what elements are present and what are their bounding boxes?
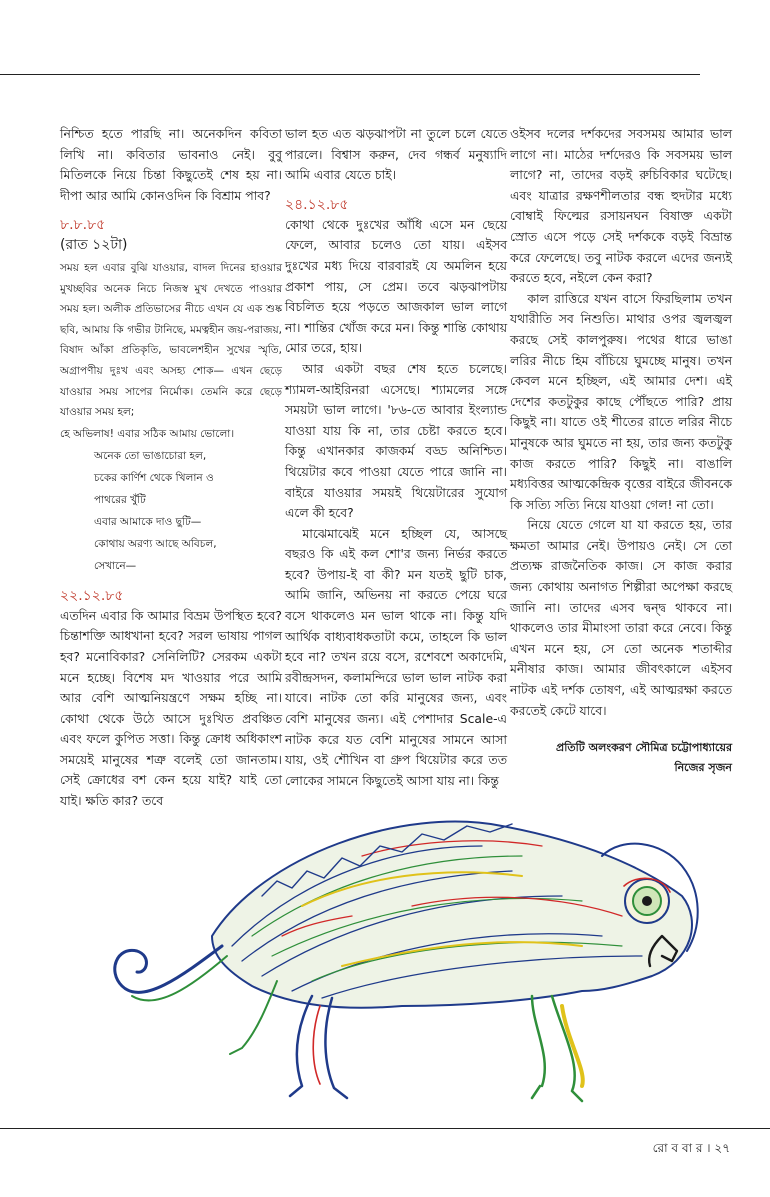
credit-line-2: নিজের সৃজন [674,761,732,774]
bottom-rule [0,1128,770,1129]
poem-line: হে অভিলাষ! এবার সঠিক আমায় ভোলো। [60,427,235,440]
chameleon-sketch-icon [62,786,712,1116]
poem-line: অনেক তো ভাঙাচোরা হল, [94,449,207,462]
back-leg-red [313,1006,320,1084]
col2-paragraph-2: কোথা থেকে দুঃখের আঁধি এসে মন ছেয়ে ফেলে, আবার চলেও তো যায়। এইসব দুঃখের মধ্য দিয়ে বারবারই যে অমলিন হয়ে প্রকাশ পায়, সে প্রেম। তবে ঝড়ঝাপটায় বিচলিত হয়ে পড়তে আজকাল ভাল লাগে না। শান্তির খোঁজ করে মন। কিন্তু শান্তি কোথায় মোর তরে, হায়। [285,216,507,356]
col1-paragraph-3: এতদিন এবার কি আমার বিভ্রম উপস্থিত হবে? চিন্তাশক্তি আধখানা হবে? সরল ভাষায় পাগল হব? মনোবিকার? সেনিলিটি? সেরকম একটা মনে হচ্ছে। বিশেষ মদ খাওয়ার পরে আমি আর বেশি আত্মনিয়ন্ত্রণে সক্ষম হচ্ছি না। কোথা থেকে উঠে আসে দুঃখিত প্রবঞ্চিত এবং ফলে কুপিত সত্তা। কিন্তু ক্রোধ অধিকাংশ সময়েই মানুষের শত্রু বলেই তো জানতাম। সেই ক্রোধের বশ কেন হয়ে যাই? যাই তো যাই। ক্ষতি কার? তবে [60,607,282,809]
col1-date-2: ২২.১২.৮৫ [60,587,124,604]
credit-line-1: প্রতিটি অলংকরণ সৌমিত্র চট্টোপাধ্যায়ের [556,741,732,754]
poem-line: পাথরের খুঁটি [94,493,146,506]
illustration-credit [510,738,732,778]
poem-line: চকের কার্ণিশ থেকে খিলান ও [94,471,214,484]
col2-date-1: ২৪.১২.৮৫ [285,196,349,213]
col3-paragraph-2: কাল রাত্তিরে যখন বাসে ফিরছিলাম তখন যথারীতি সব নিশুতি। মাথার ওপর জ্বলজ্বল করছে সেই কালপুরুষ। পথের ধারে ভাঙা লরির নীচে হিম বাঁচিয়ে ঘুমচ্ছে মানুষ। তখন কেবল মনে হচ্ছিল, এই আমার দেশ। এই দেশের কতটুকুর কাছে পৌঁছতে পারি? প্রায় কিছুই না। যাতে ওই শীতের রাতে লরির নীচে মানুষকে আর ঘুমতে না হয়, তার জন্য কতটুকু কাজ করতে পারি? কিছুই না। বাঙালি মধ্যবিত্তর আত্মকেন্দ্রিক বৃত্তের বাইরে জীবনকে কি সত্যি সত্যি নিয়ে যাওয়া গেল! না তো। [510,290,732,512]
front-leg-yellow [562,1006,583,1086]
col3-paragraph-3: নিয়ে যেতে গেলে যা যা করতে হয়, তার ক্ষমতা আমার নেই। উপায়ও নেই। সে তো প্রত্যক্ষ রাজনৈতিক কাজ। সে কাজ করার জন্য কোথায় অনাগত শিল্পীরা অপেক্ষা করছে জানি না। তাদের এসব দ্বন্দ্ব থাকবে না। থাকলেও তার মীমাংসা তারা করে নেবে। কিন্তু এখন মনে হয়, সে তো অনেক শতাব্দীর মনীষার কাজ। আমার জীবৎকালে এইসব নাটক এই দর্শক তোষণ, এই আত্মরক্ষা করতে করতেই কেটে যাবে। [510,517,732,718]
eye-pupil [642,896,652,906]
column-3 [510,124,732,721]
col1-paragraph-1: নিশ্চিত হতে পারছি না। অনেকদিন কবিতা লিখি না। কবিতার ভাবনাও নেই। বুবু মিতিলকে নিয়ে চিন্তা কিছুতেই শেষ হয় না। দীপা আর আমি কোনওদিন কি বিশ্রাম পাব? [60,126,282,203]
poem-line: এবার আমাকে দাও ছুটি— [94,515,202,528]
poem-line: সেখানে— [94,559,137,572]
poem-line: কোথায় অরণ্য আছে অবিচল, [94,537,217,550]
col3-paragraph-1: ওইসব দলের দর্শকদের সবসময় আমার ভাল লাগে না। মাঠের দর্শদেরও কি সবসময় ভাল লাগে? না, তাদের বড়ই রুচিবিকার ঘটেছে। এবং যাত্রার রক্ষণশীলতার বন্ধ হুদটার মধ্যে বোম্বাই ফিল্মের রসায়নঘন বিষাক্ত একটা স্রোত এসে পড়ে সেই দর্শককে বড়ই বিভ্রান্ত করে ফেলেছে। তবু নাটক করলে এদের জন্যই করতে হবে, নইলে কেন করা? [510,126,732,286]
col2-paragraph-3: আর একটা বছর শেষ হতে চলেছে। শ্যামল-আইরিনরা এসেছে। শ্যামলের সঙ্গে সময়টা ভাল লাগে। '৮৬-তে আবার ইংল্যান্ড যাওয়া যায় কি না, তার চেষ্টা করতে হবে। কিন্তু এখানকার কাজকর্ম বড্ড অনিশ্চিত। থিয়েটার কবে পাওয়া যেতে পারে জানি না। বাইরে যাওয়ার সময়ই থিয়েটারের সুযোগ এলে কী হবে? [285,360,507,521]
col2-paragraph-4: মাঝেমাঝেই মনে হচ্ছিল যে, আসছে বছরও কি এই কল শো'র জন্য নির্ভর করতে হবে? উপায়-ই বা কী? মন যতই ছুটি চাক, আমি জানি, অভিনয় না করতে পেয়ে ঘরে বসে থাকলেও মন ভাল থাকে না। কিন্তু যদি আর্থিক বাধ্যবাধকতাটা কমে, তাহলে কি ভাল হবে না? তখন রয়ে বসে, রশেবশে অকাদেমি, রবীন্দ্রসদন, কলামন্দিরে ভাল ভাল নাটক করা যাবে। নাটক তো করি মানুষের জন্য, এবং বেশি মানুষের জন্য। এই পেশাদার Scale-এ নাটক করে যত বেশি মানুষের সামনে আসা যায়, ওই শৌখিন বা গ্রুপ থিয়েটার করে তত লোকের সামনে কিছুতেই আসা যায় না। কিন্তু [285,525,507,788]
column-2 [285,124,507,791]
col1-date-1: ৮.৮.৮৫ [60,217,106,234]
col1-paragraph-2: সময় হল এবার বুঝি যাওয়ার, বাদল দিনের হাওয়ার মুখচ্ছবির অনেক নিচে নিজস্ব মুখ দেখতে পাওয়ার সময় হল। অলীক প্রতিভাসের নীচে এখন যে এক শুষ্ক ছবি, আমায় কি গভীর টানিছে, মমত্বহীন জয়-পরাজয়, বিষাদ আঁকা প্রতিকৃতি, ভাবলেশহীন সুখের স্মৃতি, অগ্রাপণীয় দুঃখ এবং অসহ্য শোক— এখন ছেড়ে যাওয়ার সময় সাপের নির্মোক। তেমনি করে ছেড়ে যাওয়ার সময় হল; [60,261,282,419]
top-rule [0,74,700,75]
col2-paragraph-1: ভাল হত এত ঝড়ঝাপটা না তুলে চলে যেতে পারলে। বিশ্বাস করুন, দেব গন্ধর্ব মনুষ্যাদি আমি এবার যেতে চাই। [285,126,507,183]
page-footer: রো ব বা র । ২৭ [652,1141,730,1155]
column-1 [60,124,282,812]
tail [115,946,222,992]
col1-time-1: (রাত ১২টা) [60,237,128,254]
